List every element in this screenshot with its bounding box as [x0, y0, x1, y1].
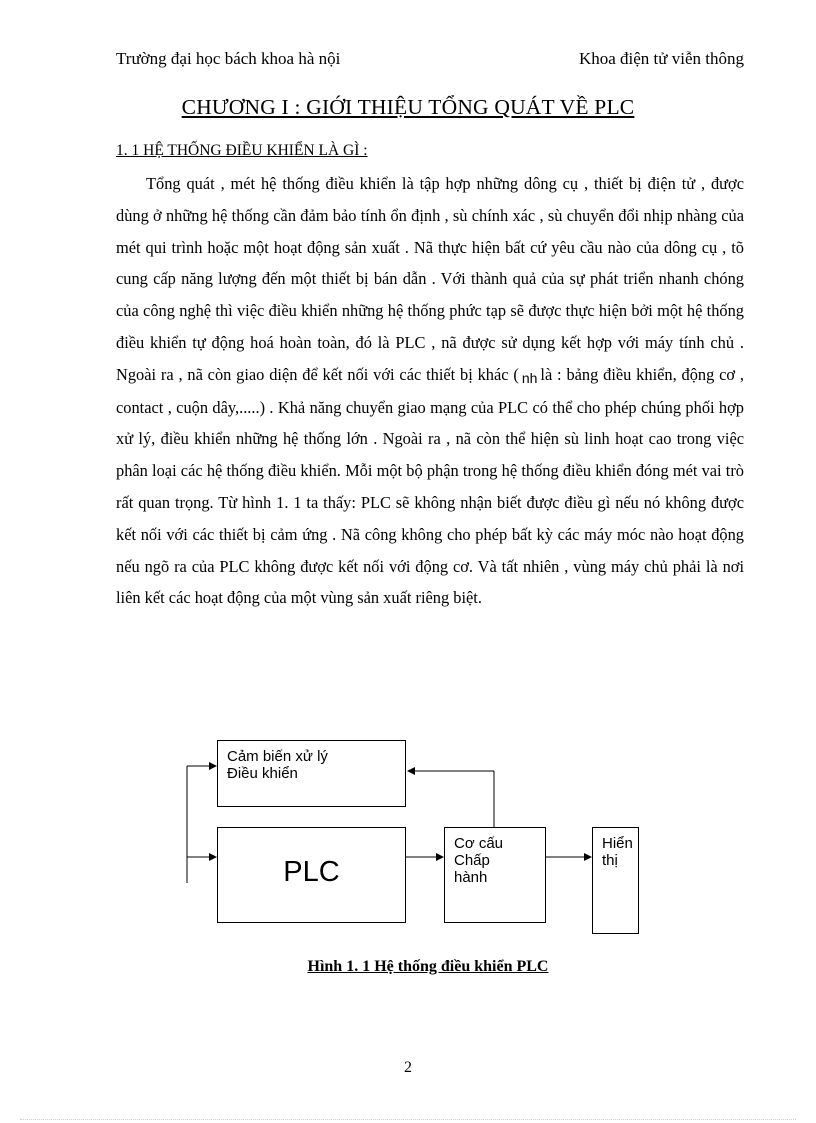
plc-box-label: PLC	[283, 856, 340, 888]
display-box-label: Hiển thị	[602, 835, 633, 869]
page-bottom-divider	[20, 1119, 796, 1120]
paragraph-inline-nh: nh	[521, 369, 538, 386]
actuator-box	[444, 827, 546, 923]
paragraph-part-2: là : bảng điều khiển, động cơ , contact , cuộn dây,.....) . Khả năng chuyển giao mạng của PLC có thể cho phép chúng phối hợp xử lý, điều khiển những hệ thống lớn . Ngoài ra , nã còn thể hiện sù linh hoạt cao trong việc phân loại các hệ thống điều khiển. Mỗi một bộ phận trong hệ thống điều khiển đóng mét vai trò rất quan trọng. Từ hình 1. 1 ta thấy: PLC sẽ không nhận biết được điều gì nếu nó không được kết nối với các thiết bị cảm ứng . Nã công không cho phép bất kỳ các máy móc nào hoạt động nếu ngõ ra của PLC không được kết nối với động cơ. Và tất nhiên , vùng máy chủ phải là nơi liên kết các hoạt động của một vùng sản xuất riêng biệt.	[116, 364, 744, 608]
sensor-box-label: Cảm biến xử lý Điều khiển	[227, 748, 328, 782]
chapter-title: CHƯƠNG I : GIỚI THIỆU TỔNG QUÁT VỀ PLC	[181, 95, 635, 119]
figure-caption	[0, 958, 816, 976]
actuator-box-label: Cơ cấu Chấp hành	[454, 835, 504, 886]
plc-box	[217, 827, 406, 923]
header-school: Trường đại học bách khoa hà nội	[116, 49, 341, 68]
page-number: 2	[404, 1059, 412, 1076]
display-box	[592, 827, 639, 934]
figure-caption-text: Hình 1. 1 Hệ thống điều khiển PLC	[307, 958, 549, 975]
sensor-box	[217, 740, 406, 807]
paragraph-part-1: Tổng quát , mét hệ thống điều khiển là tập hợp những dông cụ , thiết bị điện tử , được dùng ở những hệ thống cần đảm bảo tính ổn định , sù chính xác , sù chuyển đổi nhịp nhàng của mét qui trình hoặc một hoạt động sản xuất . Nã thực hiện bất cứ yêu cầu nào của dông cụ , tõ cung cấp năng lượng đến một thiết bị bán dẫn . Với thành quả của sự phát triển nhanh chóng của công nghệ thì việc điều khiển những hệ thống phức tạp sẽ được thực hiện bởi một hệ thống điều khiển tự động hoá hoàn toàn, đó là PLC , nã được sử dụng kết hợp với máy tính chủ . Ngoài ra , nã còn giao diện để kết nối với các thiết bị khác (	[116, 174, 744, 384]
header-faculty: Khoa điện tử viễn thông	[578, 49, 744, 68]
section-title: 1. 1 HỆ THỐNG ĐIỀU KHIỂN LÀ GÌ :	[116, 142, 368, 159]
